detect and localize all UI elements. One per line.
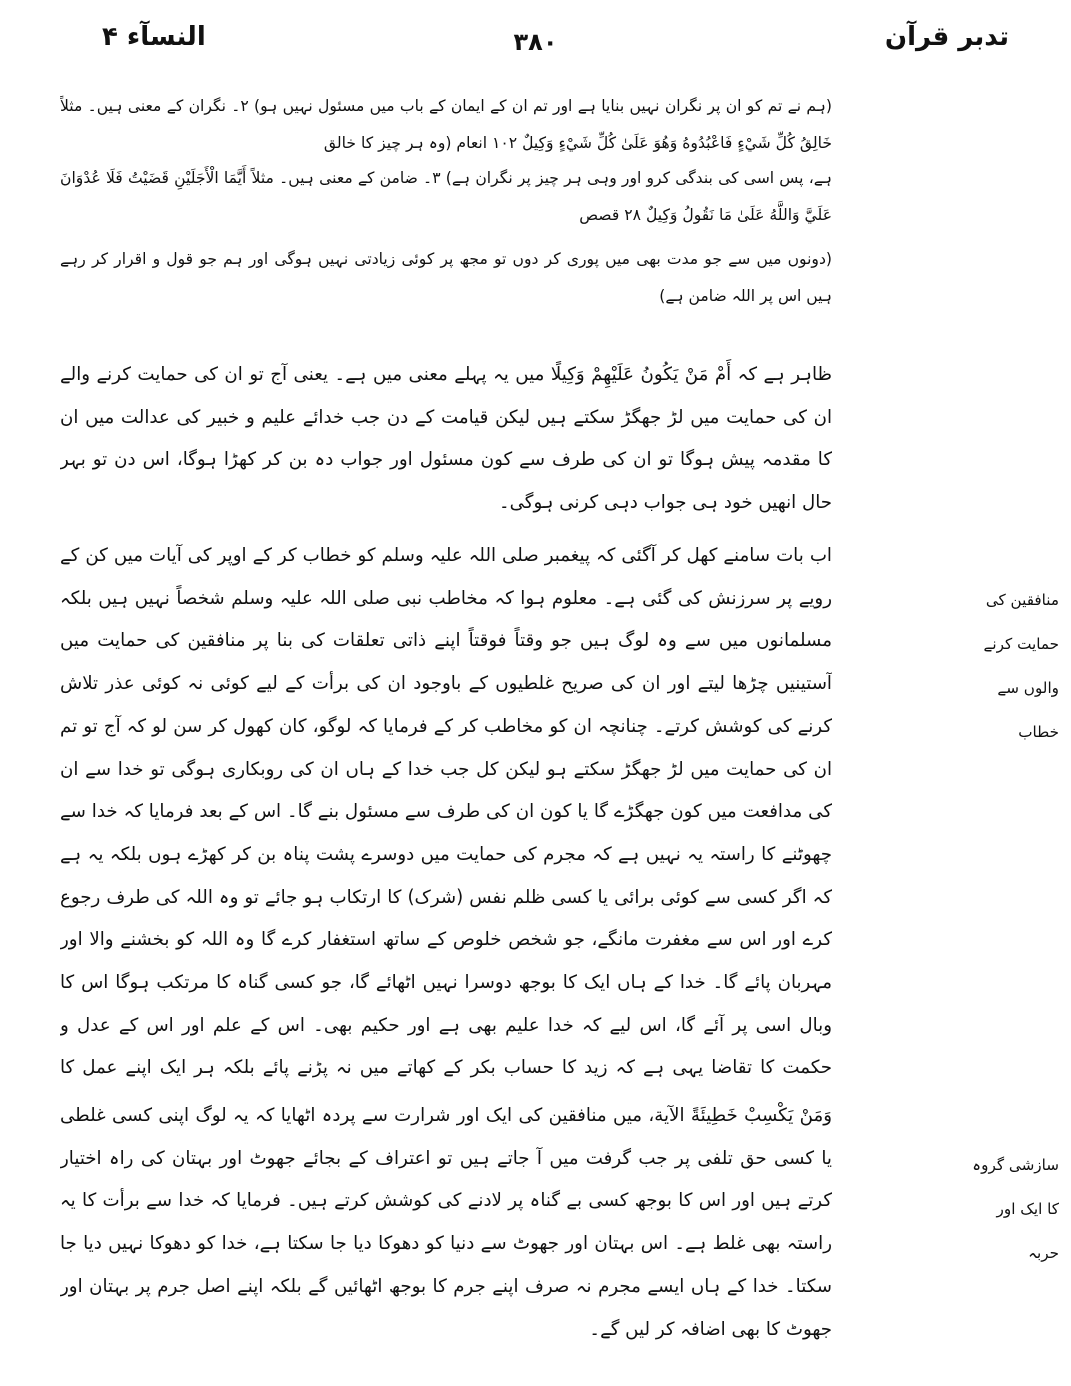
side-note-hypocrite-supporters (951, 578, 1059, 754)
paragraph-3: (دونوں میں سے جو مدت بھی میں پوری کر دوں تو مجھ پر کوئی زیادتی نہیں ہوگی اور ہم جو قول و اقرار کر رہے ہیں اس پر اللہ ضامن ہے) (60, 250, 832, 305)
side-note-line: والوں سے (997, 679, 1059, 697)
side-note-conspiracy-tactic (951, 1143, 1059, 1275)
surah-heading: النسآء ۴ (102, 22, 206, 52)
side-note-line: حمایت کرنے (983, 635, 1059, 653)
paragraph-2: ہے، پس اسی کی بندگی کرو اور وہی ہر چیز پر نگران ہے) ۳۔ ضامن کے معنی ہیں۔ مثلاً أَيَّمَا الْأَجَلَيْنِ قَضَيْتُ فَلَا عُدْوَانَ عَلَيَّ وَاللَّهُ عَلَىٰ مَا نَقُولُ وَكِيلٌ ۲۸ قصص (60, 169, 832, 224)
side-note-line: کا ایک اور (996, 1200, 1059, 1218)
paragraph-6: وَمَنْ يَكْسِبْ خَطِيئَةً الآية، میں منافقین کی ایک اور شرارت سے پردہ اٹھایا کہ یہ لوگ اپنی کسی غلطی یا کسی حق تلفی پر جب گرفت میں آ جاتے ہیں تو اعتراف کے بجائے جھوٹ اور بہتان کی راہ اختیار کرتے ہیں اور اس کا بوجھ کسی بے گناہ پر لادنے کی کوشش کرتے ہیں۔ فرمایا کہ خدا سے برأت کا یہ راستہ بھی غلط ہے۔ اس بہتان اور جھوٹ سے دنیا کو دھوکا دیا جا سکتا ہے، خدا کو دھوکا نہیں دیا جا سکتا۔ خدا کے ہاں ایسے مجرم نہ صرف اپنے جرم کا بوجھ اٹھائیں گے بلکہ اپنے اصل جرم پر بہتان اور جھوٹ کا بھی اضافہ کر لیں گے۔ (60, 1105, 832, 1340)
side-note-line: خطاب (1018, 723, 1059, 741)
paragraph-1: (ہم نے تم کو ان پر نگران نہیں بنایا ہے اور تم ان کے ایمان کے باب میں مسئول نہیں ہو) ۲۔ نگران کے معنی ہیں۔ مثلاً خَالِقُ كُلِّ شَيْءٍ فَاعْبُدُوهُ وَهُوَ عَلَىٰ كُلِّ شَيْءٍ وَكِيلٌ ۱۰۲ انعام (وہ ہر چیز کا خالق (60, 97, 832, 152)
side-note-line: حربہ (1028, 1244, 1059, 1262)
paragraph-5: اب بات سامنے کھل کر آگئی کہ پیغمبر صلی اللہ علیہ وسلم کو خطاب کر کے اوپر کی آیات میں کن کے رویے پر سرزنش کی گئی ہے۔ معلوم ہوا کہ مخاطب نبی صلی اللہ علیہ وسلم شخصاً نہیں ہیں بلکہ مسلمانوں میں سے وہ لوگ ہیں جو وقتاً فوقتاً اپنے ذاتی تعلقات کی بنا پر منافقین کی حمایت میں آستینیں چڑھا لیتے اور ان کی صریح غلطیوں کے باوجود ان کی برأت کے لیے کوئی نہ کوئی عذر تلاش کرنے کی کوشش کرتے۔ چنانچہ ان کو مخاطب کر کے فرمایا کہ لوگو، کان کھول کر سن لو کہ آج تو تم ان کی حمایت میں لڑ جھگڑ سکتے ہو لیکن کل جب خدا کے ہاں ان کی روبکاری ہوگی تو خدا سے ان کی مدافعت میں کون جھگڑے گا یا کون ان کی طرف سے مسئول بنے گا۔ اس کے بعد فرمایا کہ خدا سے چھوٹنے کا راستہ یہ نہیں ہے کہ مجرم کی حمایت میں دوسرے پشت پناہ بن کر کھڑے ہوں بلکہ یہ ہے کہ اگر کسی سے کوئی برائی یا کسی ظلم نفس (شرک) کا ارتکاب ہو جائے تو وہ اللہ کی طرف رجوع کرے اور اس سے مغفرت مانگے، جو شخص خلوص کے ساتھ استغفار کرے گا وہ اللہ کو بخشنے والا اور مہربان پائے گا۔ خدا کے ہاں ایک کا بوجھ دوسرا نہیں اٹھائے گا، جو کسی گناہ کا مرتکب ہوگا اس کا وبال اسی پر آئے گا، اس لیے کہ خدا علیم بھی ہے اور حکیم بھی۔ اس کے علم اور اس کے عدل و حکمت کا تقاضا یہی ہے کہ زید کا حساب بکر کے کھاتے میں نہ پڑنے پائے بلکہ ہر ایک اپنے عمل کا (60, 545, 832, 1079)
side-note-line: منافقین کی (985, 591, 1059, 609)
side-note-line: سازشی گروہ (972, 1156, 1059, 1174)
page-number: ۳۸۰ (513, 28, 558, 56)
main-text (60, 88, 832, 1344)
paragraph-4: ظاہر ہے کہ أَمْ مَنْ يَكُونُ عَلَيْهِمْ وَكِيلًا میں یہ پہلے معنی میں ہے۔ یعنی آج تو ان کی حمایت کرنے والے ان کی حمایت میں لڑ جھگڑ سکتے ہیں لیکن قیامت کے دن جب خدائے علیم و خبیر کی عدالت میں ان کا مقدمہ پیش ہوگا تو ان کی طرف سے کون مسئول اور جواب دہ بن کر کھڑا ہوگا، اس دن تو بہر حال انھیں خود ہی جواب دہی کرنی ہوگی۔ (60, 364, 832, 514)
book-title: تدبر قرآن (884, 22, 1009, 52)
